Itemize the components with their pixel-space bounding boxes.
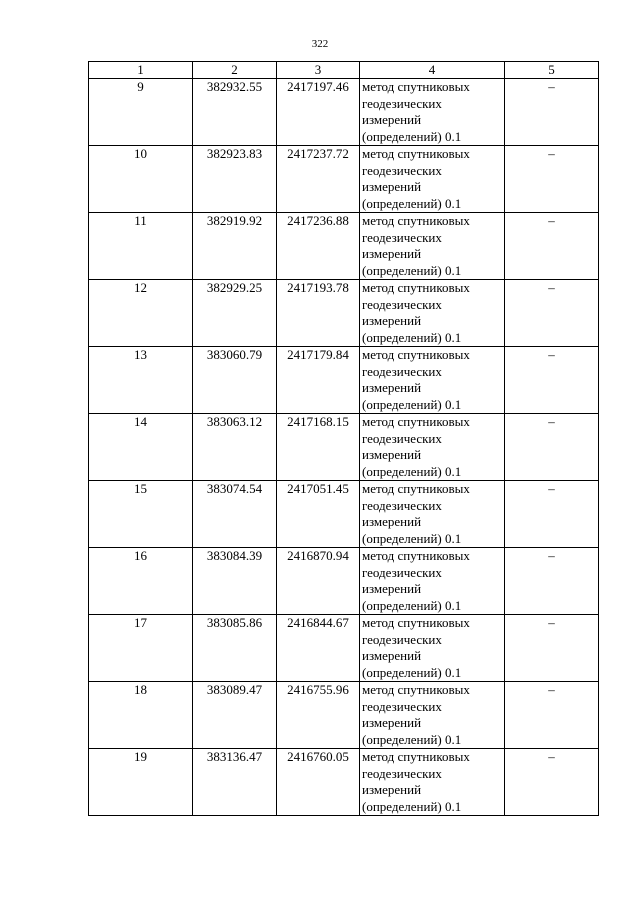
method-cell: [360, 749, 505, 816]
note-cell: –: [505, 414, 599, 481]
method-line: (определений) 0.1: [362, 664, 462, 680]
x-coordinate-cell: 383136.47: [193, 749, 277, 816]
table-row: [89, 79, 599, 146]
note-cell: –: [505, 548, 599, 615]
method-cell: [360, 682, 505, 749]
method-cell: [360, 347, 505, 414]
note-cell: –: [505, 280, 599, 347]
x-coordinate-cell: 382929.25: [193, 280, 277, 347]
table-body: [89, 79, 599, 816]
point-number-cell: 19: [89, 749, 193, 816]
method-line: (определений) 0.1: [362, 329, 462, 345]
page-number: 322: [311, 38, 329, 50]
table-row: [89, 280, 599, 347]
method-line: (определений) 0.1: [362, 798, 462, 814]
table-row: [89, 146, 599, 213]
method-line: геодезических: [362, 430, 442, 446]
method-cell: [360, 146, 505, 213]
note-cell: –: [505, 615, 599, 682]
table-row: [89, 481, 599, 548]
column-header: 4: [360, 62, 505, 79]
method-line: измерений: [362, 514, 422, 529]
note-cell: –: [505, 213, 599, 280]
x-coordinate-cell: 383063.12: [193, 414, 277, 481]
x-coordinate-cell: 383089.47: [193, 682, 277, 749]
table-row: [89, 213, 599, 280]
table-header-row: [89, 62, 599, 79]
y-coordinate-cell: 2416870.94: [277, 548, 360, 615]
y-coordinate-cell: 2417179.84: [277, 347, 360, 414]
x-coordinate-cell: 382932.55: [193, 79, 277, 146]
method-cell: [360, 280, 505, 347]
method-line: измерений: [362, 112, 422, 127]
point-number-cell: 16: [89, 548, 193, 615]
method-cell: [360, 615, 505, 682]
method-cell: [360, 213, 505, 280]
note-cell: –: [505, 347, 599, 414]
note-cell: –: [505, 481, 599, 548]
method-cell: [360, 79, 505, 146]
method-line: метод спутниковых: [362, 749, 470, 764]
method-line: (определений) 0.1: [362, 262, 462, 278]
method-line: геодезических: [362, 497, 442, 513]
y-coordinate-cell: 2416760.05: [277, 749, 360, 816]
method-line: измерений: [362, 715, 422, 730]
point-number-cell: 18: [89, 682, 193, 749]
y-coordinate-cell: 2417193.78: [277, 280, 360, 347]
method-line: (определений) 0.1: [362, 463, 462, 479]
method-line: измерений: [362, 648, 422, 663]
table-row: [89, 548, 599, 615]
column-header: 1: [89, 62, 193, 79]
point-number-cell: 11: [89, 213, 193, 280]
method-line: метод спутниковых: [362, 146, 470, 161]
method-line: (определений) 0.1: [362, 597, 462, 613]
table-row: [89, 414, 599, 481]
method-line: геодезических: [362, 296, 442, 312]
note-cell: –: [505, 682, 599, 749]
method-line: измерений: [362, 313, 422, 328]
x-coordinate-cell: 382919.92: [193, 213, 277, 280]
method-line: измерений: [362, 179, 422, 194]
method-line: геодезических: [362, 95, 442, 111]
y-coordinate-cell: 2417236.88: [277, 213, 360, 280]
method-line: метод спутниковых: [362, 481, 470, 496]
method-line: метод спутниковых: [362, 548, 470, 563]
note-cell: –: [505, 79, 599, 146]
note-cell: –: [505, 146, 599, 213]
method-line: геодезических: [362, 765, 442, 781]
x-coordinate-cell: 383074.54: [193, 481, 277, 548]
method-line: геодезических: [362, 698, 442, 714]
method-line: метод спутниковых: [362, 280, 470, 295]
x-coordinate-cell: 383084.39: [193, 548, 277, 615]
method-line: геодезических: [362, 363, 442, 379]
method-line: метод спутниковых: [362, 213, 470, 228]
method-line: (определений) 0.1: [362, 128, 462, 144]
method-line: измерений: [362, 380, 422, 395]
method-line: метод спутниковых: [362, 347, 470, 362]
method-line: (определений) 0.1: [362, 396, 462, 412]
method-cell: [360, 481, 505, 548]
point-number-cell: 14: [89, 414, 193, 481]
y-coordinate-cell: 2417237.72: [277, 146, 360, 213]
column-header: 3: [277, 62, 360, 79]
point-number-cell: 17: [89, 615, 193, 682]
y-coordinate-cell: 2417051.45: [277, 481, 360, 548]
method-line: (определений) 0.1: [362, 530, 462, 546]
point-number-cell: 9: [89, 79, 193, 146]
y-coordinate-cell: 2416755.96: [277, 682, 360, 749]
method-line: метод спутниковых: [362, 682, 470, 697]
column-header: 2: [193, 62, 277, 79]
method-line: геодезических: [362, 162, 442, 178]
coordinates-table: [88, 61, 599, 816]
method-line: метод спутниковых: [362, 414, 470, 429]
method-line: измерений: [362, 581, 422, 596]
y-coordinate-cell: 2417197.46: [277, 79, 360, 146]
y-coordinate-cell: 2417168.15: [277, 414, 360, 481]
table-row: [89, 749, 599, 816]
method-line: геодезических: [362, 631, 442, 647]
method-line: измерений: [362, 246, 422, 261]
method-line: геодезических: [362, 229, 442, 245]
x-coordinate-cell: 382923.83: [193, 146, 277, 213]
table-row: [89, 615, 599, 682]
column-header: 5: [505, 62, 599, 79]
method-line: геодезических: [362, 564, 442, 580]
point-number-cell: 12: [89, 280, 193, 347]
y-coordinate-cell: 2416844.67: [277, 615, 360, 682]
method-line: измерений: [362, 782, 422, 797]
method-cell: [360, 414, 505, 481]
point-number-cell: 10: [89, 146, 193, 213]
x-coordinate-cell: 383085.86: [193, 615, 277, 682]
point-number-cell: 15: [89, 481, 193, 548]
method-line: (определений) 0.1: [362, 731, 462, 747]
point-number-cell: 13: [89, 347, 193, 414]
method-line: измерений: [362, 447, 422, 462]
method-line: (определений) 0.1: [362, 195, 462, 211]
table-row: [89, 347, 599, 414]
table-row: [89, 682, 599, 749]
method-line: метод спутниковых: [362, 79, 470, 94]
method-line: метод спутниковых: [362, 615, 470, 630]
x-coordinate-cell: 383060.79: [193, 347, 277, 414]
note-cell: –: [505, 749, 599, 816]
method-cell: [360, 548, 505, 615]
